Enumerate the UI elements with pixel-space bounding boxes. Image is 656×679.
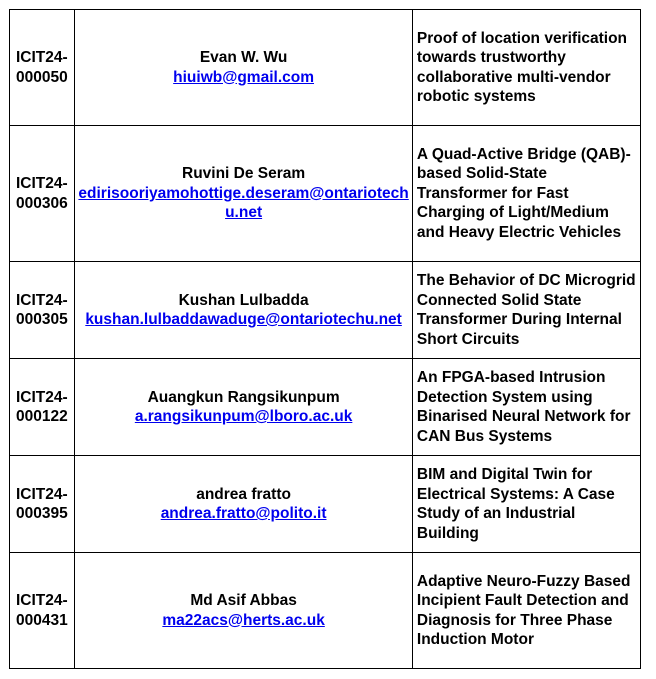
author-name: Ruvini De Seram — [182, 165, 306, 183]
paper-id-prefix: ICIT24- — [16, 49, 68, 66]
table-row — [10, 359, 641, 456]
paper-id-prefix: ICIT24- — [16, 485, 68, 503]
author-name: Evan W. Wu — [199, 49, 288, 66]
author-cell — [75, 10, 413, 126]
paper-id-prefix: ICIT24- — [16, 291, 68, 309]
author-email-link[interactable]: kushan.lulbaddawaduge@ontariotechu.net — [85, 311, 402, 328]
author-cell — [75, 126, 413, 262]
paper-id-number: 000306 — [16, 194, 68, 212]
author-cell — [75, 553, 413, 669]
paper-id-number: 000122 — [16, 408, 68, 425]
paper-id-number: 000431 — [16, 611, 68, 629]
author-cell — [75, 262, 413, 359]
author-email-link[interactable]: edirisooriyamohottige.deseram@ontariotechu.net — [78, 184, 409, 222]
paper-id-cell — [10, 456, 75, 553]
paper-id-cell — [10, 10, 75, 126]
paper-id-number: 000395 — [16, 505, 68, 522]
author-cell — [75, 359, 413, 456]
paper-title-cell: A Quad-Active Bridge (QAB)-based Solid-State Transformer for Fast Charging of Light/Medium and Heavy Electric Vehicles — [412, 126, 640, 262]
table-row — [10, 456, 641, 553]
paper-id-prefix: ICIT24- — [16, 175, 68, 192]
author-name: andrea fratto — [196, 485, 291, 503]
paper-id-number: 000050 — [16, 68, 68, 86]
author-name: Auangkun Rangsikunpum — [147, 388, 340, 406]
paper-title-cell: Adaptive Neuro-Fuzzy Based Incipient Fault Detection and Diagnosis for Three Phase Induction Motor — [412, 553, 640, 669]
paper-id-cell — [10, 553, 75, 669]
table-row — [10, 262, 641, 359]
paper-id-cell — [10, 359, 75, 456]
author-email-link[interactable]: ma22acs@herts.ac.uk — [162, 611, 325, 629]
table-row — [10, 553, 641, 669]
author-email-link[interactable]: a.rangsikunpum@lboro.ac.uk — [134, 408, 353, 425]
table-row — [10, 10, 641, 126]
paper-id-cell — [10, 262, 75, 359]
paper-title-cell: An FPGA-based Intrusion Detection System using Binarised Neural Network for CAN Bus Systems — [412, 359, 640, 456]
paper-id-cell — [10, 126, 75, 262]
paper-title-cell: BIM and Digital Twin for Electrical Systems: A Case Study of an Industrial Building — [412, 456, 640, 553]
author-cell — [75, 456, 413, 553]
paper-id-prefix: ICIT24- — [16, 592, 68, 609]
paper-title-cell: Proof of location verification towards trustworthy collaborative multi-vendor robotic systems — [412, 10, 640, 126]
papers-table — [9, 9, 641, 669]
author-email-link[interactable]: andrea.fratto@polito.it — [160, 505, 327, 522]
table-row — [10, 126, 641, 262]
paper-id-number: 000305 — [16, 311, 68, 328]
author-name: Md Asif Abbas — [190, 592, 297, 609]
author-email-link[interactable]: hiuiwb@gmail.com — [173, 68, 315, 86]
paper-id-prefix: ICIT24- — [16, 388, 68, 406]
author-name: Kushan Lulbadda — [178, 291, 309, 309]
paper-title-cell: The Behavior of DC Microgrid Connected Solid State Transformer During Internal Short Circuits — [412, 262, 640, 359]
